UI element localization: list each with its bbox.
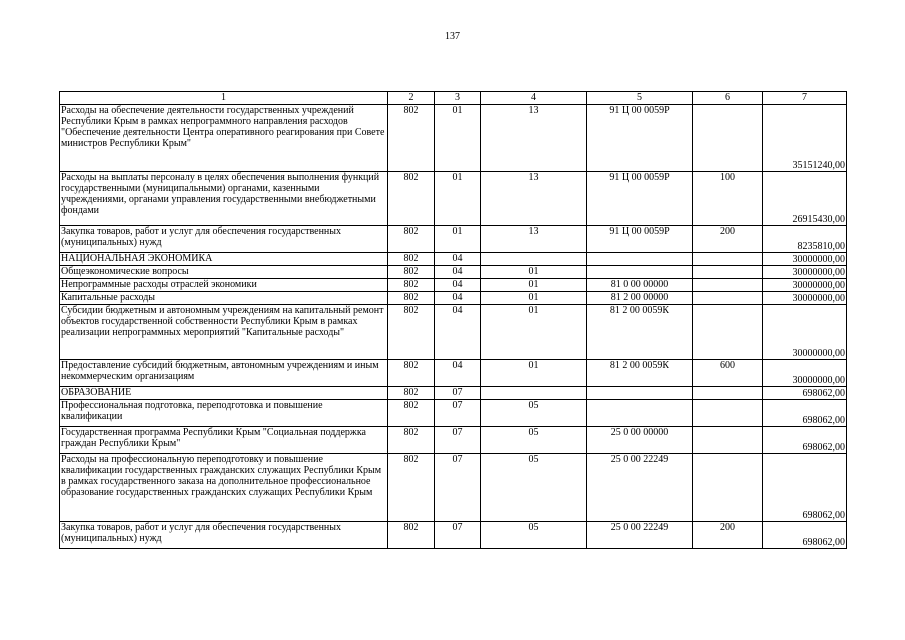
section-code-cell: 04 [435,266,481,279]
expense-type-cell: 600 [693,360,763,387]
table-row [60,400,847,427]
row-name-cell: Общеэкономические вопросы [60,266,388,279]
table-row [60,522,847,549]
column-header: 1 [60,92,388,105]
expense-type-cell: 200 [693,522,763,549]
amount-cell: 30000000,00 [763,292,847,305]
column-header: 2 [388,92,435,105]
ministry-code-cell: 802 [388,387,435,400]
amount-cell: 26915430,00 [763,172,847,226]
subsection-code-cell: 01 [481,266,587,279]
subsection-code-cell [481,387,587,400]
row-name-cell: Профессиональная подготовка, переподготовка и повышение квалификации [60,400,388,427]
target-article-cell: 25 0 00 00000 [587,427,693,454]
ministry-code-cell: 802 [388,266,435,279]
amount-cell: 35151240,00 [763,105,847,172]
page-number: 137 [445,31,460,42]
expense-type-cell [693,279,763,292]
subsection-code-cell: 05 [481,454,587,522]
table-row [60,305,847,360]
ministry-code-cell: 802 [388,454,435,522]
subsection-code-cell: 01 [481,292,587,305]
section-code-cell: 04 [435,360,481,387]
section-code-cell: 04 [435,279,481,292]
table-header-row [60,92,847,105]
row-name-cell: Предоставление субсидий бюджетным, автономным учреждениям и иным некоммерческим организациям [60,360,388,387]
target-article-cell: 81 0 00 00000 [587,279,693,292]
ministry-code-cell: 802 [388,522,435,549]
subsection-code-cell: 01 [481,360,587,387]
expense-type-cell [693,400,763,427]
row-name-cell: Закупка товаров, работ и услуг для обеспечения государственных (муниципальных) нужд [60,522,388,549]
section-code-cell: 04 [435,253,481,266]
amount-cell: 698062,00 [763,387,847,400]
target-article-cell [587,266,693,279]
target-article-cell: 25 0 00 22249 [587,522,693,549]
expense-type-cell [693,305,763,360]
target-article-cell [587,253,693,266]
ministry-code-cell: 802 [388,305,435,360]
table-row [60,253,847,266]
expense-type-cell [693,266,763,279]
budget-table [59,91,847,549]
table-row [60,266,847,279]
ministry-code-cell: 802 [388,279,435,292]
amount-cell: 698062,00 [763,454,847,522]
section-code-cell: 01 [435,105,481,172]
section-code-cell: 01 [435,172,481,226]
subsection-code-cell: 05 [481,427,587,454]
target-article-cell [587,400,693,427]
section-code-cell: 04 [435,305,481,360]
row-name-cell: Расходы на выплаты персоналу в целях обеспечения выполнения функций государственными (муниципальными) органами, казенными учреждениями, органами управления государственными внебюджетными фондами [60,172,388,226]
table-row [60,279,847,292]
amount-cell: 698062,00 [763,400,847,427]
column-header: 3 [435,92,481,105]
subsection-code-cell: 05 [481,522,587,549]
table-row [60,292,847,305]
section-code-cell: 07 [435,400,481,427]
expense-type-cell [693,292,763,305]
amount-cell: 30000000,00 [763,279,847,292]
section-code-cell: 07 [435,427,481,454]
expense-type-cell [693,253,763,266]
ministry-code-cell: 802 [388,253,435,266]
row-name-cell: Непрограммные расходы отраслей экономики [60,279,388,292]
target-article-cell [587,387,693,400]
section-code-cell: 07 [435,522,481,549]
amount-cell: 30000000,00 [763,253,847,266]
column-header: 4 [481,92,587,105]
target-article-cell: 91 Ц 00 0059Р [587,226,693,253]
target-article-cell: 91 Ц 00 0059Р [587,105,693,172]
column-header: 5 [587,92,693,105]
subsection-code-cell: 13 [481,226,587,253]
section-code-cell: 07 [435,387,481,400]
ministry-code-cell: 802 [388,400,435,427]
subsection-code-cell [481,253,587,266]
subsection-code-cell: 05 [481,400,587,427]
table-row [60,454,847,522]
subsection-code-cell: 13 [481,105,587,172]
expense-type-cell [693,105,763,172]
table-row [60,105,847,172]
amount-cell: 8235810,00 [763,226,847,253]
row-name-cell: Субсидии бюджетным и автономным учреждениям на капитальный ремонт объектов государственной собственности Республики Крым в рамках реализации непрограммных мероприятий "Капитальные расходы" [60,305,388,360]
column-header: 6 [693,92,763,105]
section-code-cell: 01 [435,226,481,253]
row-name-cell: Капитальные расходы [60,292,388,305]
ministry-code-cell: 802 [388,360,435,387]
expense-type-cell: 100 [693,172,763,226]
ministry-code-cell: 802 [388,226,435,253]
section-code-cell: 07 [435,454,481,522]
amount-cell: 30000000,00 [763,305,847,360]
expense-type-cell [693,454,763,522]
subsection-code-cell: 01 [481,305,587,360]
table-row [60,387,847,400]
section-code-cell: 04 [435,292,481,305]
row-name-cell: Закупка товаров, работ и услуг для обеспечения государственных (муниципальных) нужд [60,226,388,253]
ministry-code-cell: 802 [388,292,435,305]
expense-type-cell: 200 [693,226,763,253]
target-article-cell: 81 2 00 0059К [587,360,693,387]
table-row [60,172,847,226]
row-name-cell: НАЦИОНАЛЬНАЯ ЭКОНОМИКА [60,253,388,266]
ministry-code-cell: 802 [388,105,435,172]
target-article-cell: 81 2 00 00000 [587,292,693,305]
amount-cell: 30000000,00 [763,360,847,387]
target-article-cell: 81 2 00 0059К [587,305,693,360]
table-row [60,360,847,387]
amount-cell: 698062,00 [763,427,847,454]
row-name-cell: ОБРАЗОВАНИЕ [60,387,388,400]
table-row [60,427,847,454]
ministry-code-cell: 802 [388,172,435,226]
amount-cell: 698062,00 [763,522,847,549]
amount-cell: 30000000,00 [763,266,847,279]
subsection-code-cell: 01 [481,279,587,292]
row-name-cell: Расходы на обеспечение деятельности государственных учреждений Республики Крым в рамках непрограммного направления расходов "Обеспечение деятельности Центра оперативного реагирования при Совете министров Республики Крым" [60,105,388,172]
row-name-cell: Расходы на профессиональную переподготовку и повышение квалификации государственных гражданских служащих Республики Крым в рамках государственного заказа на дополнительное профессиональное образование государственных гражданских служащих Республики Крым [60,454,388,522]
table-row [60,226,847,253]
expense-type-cell [693,387,763,400]
column-header: 7 [763,92,847,105]
target-article-cell: 91 Ц 00 0059Р [587,172,693,226]
row-name-cell: Государственная программа Республики Крым "Социальная поддержка граждан Республики Крым" [60,427,388,454]
target-article-cell: 25 0 00 22249 [587,454,693,522]
subsection-code-cell: 13 [481,172,587,226]
expense-type-cell [693,427,763,454]
ministry-code-cell: 802 [388,427,435,454]
